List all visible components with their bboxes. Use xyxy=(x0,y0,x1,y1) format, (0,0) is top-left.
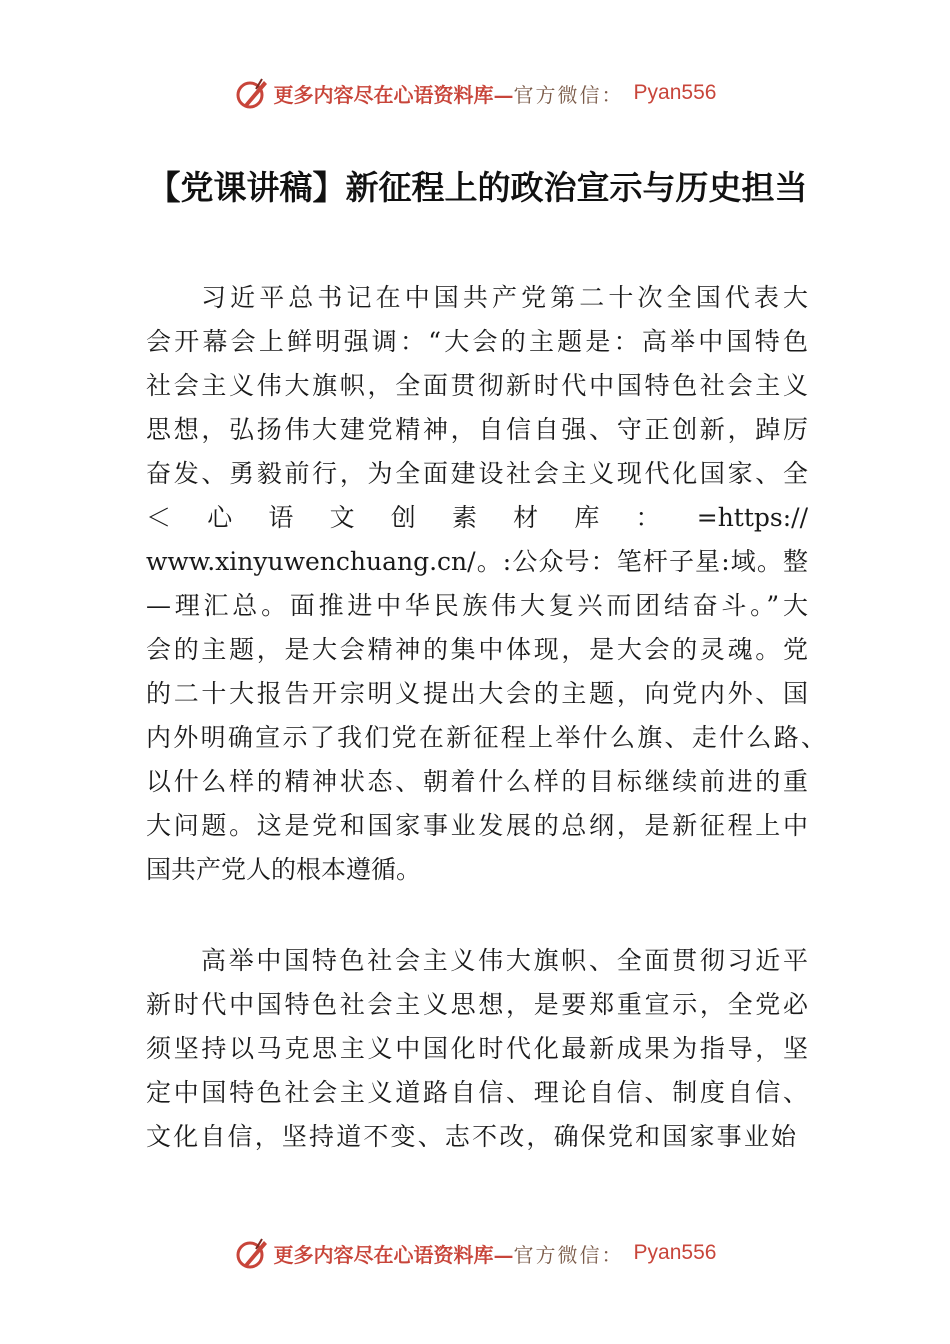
text-line: ＜心语文创素材库：=https:// xyxy=(146,503,808,532)
text-line: 奋发、勇毅前行，为全面建设社会主义现代化国家、全 xyxy=(146,459,808,488)
document-title: 【党课讲稿】新征程上的政治宣示与历史担当 xyxy=(147,168,808,207)
text-line: 习近平总书记在中国共产党第二十次全国代表大 xyxy=(201,283,808,312)
text-line: 以什么样的精神状态、朝着什么样的目标继续前进的重 xyxy=(146,767,808,796)
quill-circle-logo-icon xyxy=(234,75,270,111)
text-line: —理汇总。面推进中华民族伟大复兴而团结奋斗。”大 xyxy=(146,591,808,620)
text-line: 大问题。这是党和国家事业发展的总纲，是新征程上中 xyxy=(146,811,808,840)
watermark-banner-top xyxy=(0,71,950,115)
watermark-banner-bottom xyxy=(0,1231,950,1275)
text-line: 的二十大报告开宗明义提出大会的主题，向党内外、国 xyxy=(146,679,808,708)
watermark-text: 更多内容尽在心语资料库— xyxy=(273,82,514,107)
watermark-wechat-id: Pyan556 xyxy=(633,81,717,104)
text-line: www.xinyuwenchuang.cn/。:公众号：笔杆子星:域。整 xyxy=(146,547,808,576)
text-line: 国共产党人的根本遵循。 xyxy=(146,855,422,884)
text-line: 须坚持以马克思主义中国化时代化最新成果为指导，坚 xyxy=(146,1034,808,1063)
text-line: 定中国特色社会主义道路自信、理论自信、制度自信、 xyxy=(146,1078,808,1107)
watermark-wechat-id: Pyan556 xyxy=(633,1241,717,1264)
text-line: 会开幕会上鲜明强调：“大会的主题是：高举中国特色 xyxy=(146,327,808,356)
watermark-text: 更多内容尽在心语资料库— xyxy=(273,1242,514,1267)
text-line: 高举中国特色社会主义伟大旗帜、全面贯彻习近平 xyxy=(201,946,808,975)
watermark-wechat-label: 官方微信： xyxy=(513,82,624,107)
text-line: 文化自信，坚持道不变、志不改，确保党和国家事业始 xyxy=(146,1122,796,1151)
watermark-wechat-label: 官方微信： xyxy=(513,1242,624,1267)
text-line: 新时代中国特色社会主义思想，是要郑重宣示，全党必 xyxy=(146,990,808,1019)
quill-circle-logo-icon xyxy=(234,1235,270,1271)
text-line: 思想，弘扬伟大建党精神，自信自强、守正创新，踔厉 xyxy=(146,415,808,444)
text-line: 会的主题，是大会精神的集中体现，是大会的灵魂。党 xyxy=(146,635,808,664)
text-line: 内外明确宣示了我们党在新征程上举什么旗、走什么路、 xyxy=(146,723,826,752)
text-line: 社会主义伟大旗帜，全面贯彻新时代中国特色社会主义 xyxy=(146,371,808,400)
